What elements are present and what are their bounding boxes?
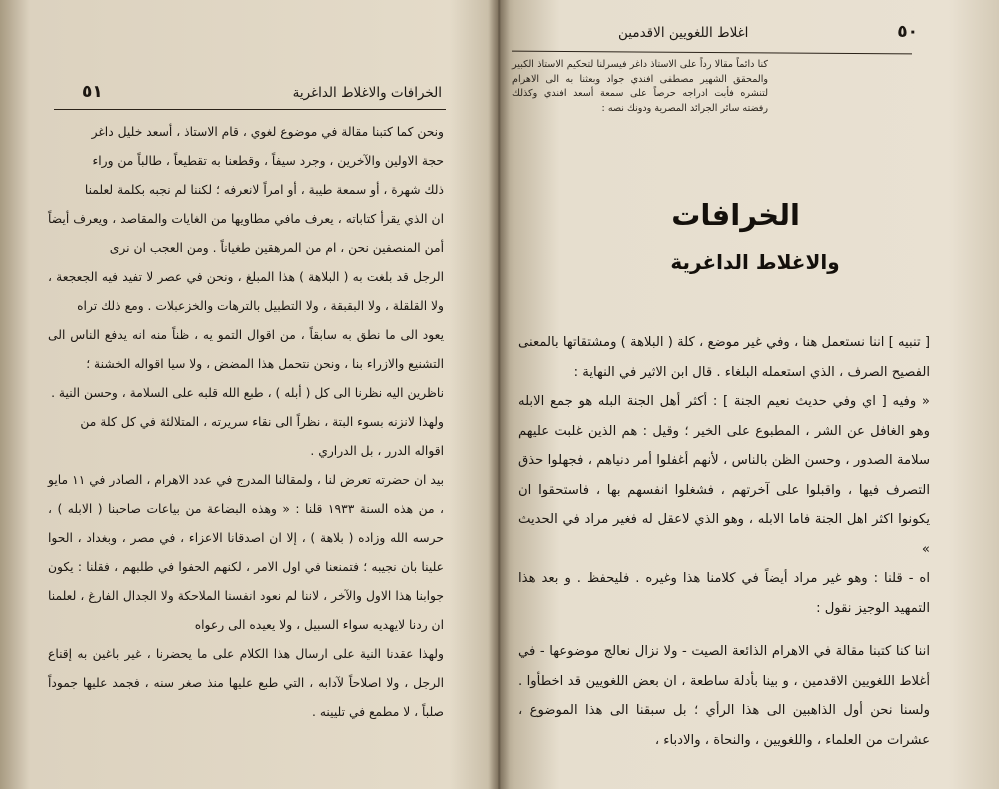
left-page-body [48,118,444,727]
intro-note: كنا دائماً مقالا رداً على الاستاذ داغر فيسرلنا لتحكيم الاستاذ الكبير والمحقق الشهير مصطفى افندي جواد وبعثنا به الى الاهرام لتنشره فأبت ادراجه حرصاً على سمعة أسعد افندي وكذلك رفضته سائر الجرائد المصرية ودونك نصه : [512,59,768,114]
right-paragraph: اننا كنا كتبنا مقالة في الاهرام الذائعة الصيت - ولا نزال نعالج موضوعها - في أغلاط اللغويين الاقدمين ، و بينا بأدلة ساطعة ، ان بعض اللغويين قد اخطأوا . ولسنا نحن أول الذاهبين الى هذا الرأي ؛ بل سبقنا الى هذا الموضوع ، عشرات من العلماء ، واللغويين ، والنحاة ، والادباء ، [518,644,930,748]
left-paragraph: اقواله الدرر ، بل الدراري . [310,444,444,458]
right-page-header [618,22,918,42]
left-running-title: الخرافات والاغلاط الداغرية [292,85,442,101]
chapter-title: الخرافات [671,198,800,232]
left-paragraph: بيد ان حضرته تعرض لنا ، ولمقالنا المدرج في عدد الاهرام ، الصادر في ١١ مايو ، من هذه السنة ١٩٣٣ قلنا : « وهذه البضاعة من بياعات صاحبنا ( الابله ) ، حرسه الله وزاده ( بلاهة ) ، إلا ان اصدقانا الاعزاء ، في مصر ، وبغداد ، الحوا علينا بان نجيبه ؛ فتمنعنا في اول الامر ، لكنهم الحفوا في طلبهم ، فقلنا : يكون جوابنا هذا الاول والآخر ، لاننا لم نعود انفسنا الملاحكة ولا الجدال الفارغ ، لعلمنا ان ردنا لايهديه سواء السبيل ، ولا يعيده الى رعواه [48,473,444,632]
right-running-title: اغلاط اللغويين الاقدمين [618,25,749,41]
left-paragraph: ولهذا لانزنه بسوء البتة ، نظراً الى نقاء سريرته ، المتلالئة في كل كلة من [80,415,444,429]
right-paragraph: « وفيه [ اي وفي حديث نعيم الجنة ] : أكثر أهل الجنة البله هو جمع الابله وهو الغافل عن الشر ، المطبوع على الخير ؛ وقيل : هم الذين غلبت عليهم سلامة الصدور ، وحسن الظن بالناس ، لأنهم أغفلوا أمر دنياهم ، فجهلوا حذق التصرف فيها ، واقبلوا على آخرتهم ، فشغلوا انفسهم بها ، فاستحقوا ان يكونوا اكثر اهل الجنة فاما الابله ، وهو الذي لاعقل له فغير مراد في الحديث » [518,394,930,557]
left-header-rule [54,109,446,110]
left-paragraph: ولهذا عقدنا النية على ارسال هذا الكلام على ما يحضرنا ، غير باغين به إقناع الرجل ، ولا اصلاحاً لآدابه ، التي طبع عليها منذ صغر سنه ، فجمد عليها جموداً صلباً ، لا مطمع في تليينه . [48,647,444,719]
left-paragraph: ناظرين اليه نظرنا الى كل ( أبله ) ، طبع الله قلبه على السلامة ، وحسن النية . [51,386,444,400]
right-page [500,0,999,789]
left-paragraph: ونحن كما كتبنا مقالة في موضوع لغوي ، قام الاستاذ ، أسعد خليل داغر [91,125,444,139]
right-page-body [518,328,930,755]
right-page-number: ٥٠ [897,22,918,42]
right-paragraph: اه - قلنا : وهو غير مراد أيضاً في كلامنا هذا وغيره . فليحفظ . و بعد هذا التمهيد الوجيز نقول : [518,571,930,616]
left-paragraph: الرجل قد بلغت به ( البلاهة ) هذا المبلغ ، ونحن في عصر لا تفيد فيه الجعجعة ، ولا القلقلة ، ولا البقبقة ، ولا التطبيل بالترهات والخزعبلات . ومع ذلك تراه [48,270,444,313]
left-paragraph: يعود الى ما نطق به سابقاً ، من اقوال التمو يه ، ظناً منه انه يدفع الناس الى التشنيع والازراء بنا ، ونحن نتحمل هذا المضض ، ولا سيا اقواله الخشنة ؛ [48,328,444,371]
right-header-rule [512,51,912,55]
left-page [0,0,495,789]
left-page-number: ٥١ [82,82,103,102]
left-paragraph: ان الذي يقرأ كتاباته ، يعرف مافي مطاويها من الغايات والمقاصد ، ويعرف أيضاً أمن المنصفين نحن ، ام من المرهقين طغياناً . ومن العجب ان نرى [48,212,444,255]
right-paragraph: [ تنبيه ] اننا نستعمل هنا ، وفي غير موضع ، كلة ( البلاهة ) ومشتقاتها بالمعنى الفصيح الصرف ، الذي استعمله البلغاء . قال ابن الاثير في النهاية : [518,335,930,380]
left-paragraph: ذلك شهرة ، أو سمعة طيبة ، أو امراً لانعرفه ؛ لكننا لم نجبه بكلمة لعلمنا [84,183,444,197]
left-page-header [82,82,442,102]
left-paragraph: حجة الاولين والآخرين ، وجرد سيفاً ، وقطعنا به تقطيعاً ، طالباً من وراء [92,154,444,168]
chapter-subtitle: والاغلاط الداغرية [670,250,840,274]
